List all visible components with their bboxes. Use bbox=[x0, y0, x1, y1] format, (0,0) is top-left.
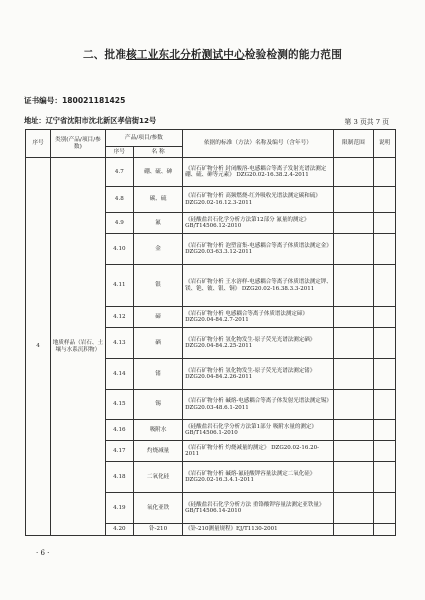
address-value: 辽宁省沈阳市沈北新区孝信街12号 bbox=[45, 116, 157, 125]
item-standard: 《岩石矿物分析 碱熔-电感耦合等离子体发射光谱法测定锡》 DZG20.03-48.6.1-2011 bbox=[183, 390, 334, 420]
item-note bbox=[374, 462, 396, 493]
header-limit: 限制范围 bbox=[333, 130, 373, 158]
item-note bbox=[374, 441, 396, 462]
item-seq: 4.18 bbox=[105, 462, 133, 493]
item-limit bbox=[333, 420, 373, 441]
item-limit bbox=[333, 328, 373, 359]
item-name: 二氧化硅 bbox=[134, 462, 183, 493]
item-standard: 《岩石矿物分析 氢化物发生-原子荧光光谱法测定硒》 DZG20.04-84.2.25-2011 bbox=[183, 328, 334, 359]
item-note bbox=[374, 420, 396, 441]
item-seq: 4.13 bbox=[105, 328, 133, 359]
item-note bbox=[374, 265, 396, 307]
item-limit bbox=[333, 213, 373, 234]
item-name: 锡 bbox=[134, 390, 183, 420]
table-row bbox=[26, 158, 396, 187]
certificate-number bbox=[24, 95, 125, 106]
item-note bbox=[374, 493, 396, 524]
item-note bbox=[374, 328, 396, 359]
address bbox=[24, 116, 156, 126]
item-seq: 4.16 bbox=[105, 420, 133, 441]
capability-table bbox=[25, 129, 396, 536]
item-seq: 4.9 bbox=[105, 213, 133, 234]
item-name: 碲 bbox=[134, 307, 183, 328]
item-standard: 《岩石矿物分析 泡塑富集-电感耦合等离子体质谱法测定金》 DZG20.03-63.3.12-2011 bbox=[183, 234, 334, 265]
item-limit bbox=[333, 493, 373, 524]
table-body bbox=[26, 158, 396, 536]
item-seq: 4.15 bbox=[105, 390, 133, 420]
item-limit bbox=[333, 359, 373, 390]
item-seq: 4.14 bbox=[105, 359, 133, 390]
item-note bbox=[374, 187, 396, 213]
item-standard: 《硅酸盐岩石化学分析方法 重铬酸钾容量法测定亚铁量》 GB/T14506.14-2010 bbox=[183, 493, 334, 524]
item-standard: 《硅酸盐岩石化学分析方法第1部分 吸附水量的测定》 GB/T14506.1-2010 bbox=[183, 420, 334, 441]
cert-label: 证书编号： bbox=[24, 96, 62, 105]
page-number: · 6 · bbox=[36, 549, 50, 557]
item-standard: 《岩石矿物分析 碱熔-氟硅酸钾容量法测定二氧化硅》 DZG20.02-16.3.4.1-2011 bbox=[183, 462, 334, 493]
cert-value: 180021181425 bbox=[61, 96, 126, 105]
item-name: 碳、硫 bbox=[134, 187, 183, 213]
item-standard: 《岩石矿物分析 氢化物发生-原子荧光光谱法测定锗》 DZG20.04-84.2.26-2011 bbox=[183, 359, 334, 390]
item-name: 灼烧减量 bbox=[134, 441, 183, 462]
item-name: 硒 bbox=[134, 328, 183, 359]
item-standard: 《岩石矿物分析 高频燃烧-红外吸收光谱法测定碳和硫》 DZG20.02-16.12.3-2011 bbox=[183, 187, 334, 213]
item-name: 钋-210 bbox=[134, 524, 183, 536]
item-seq: 4.11 bbox=[105, 265, 133, 307]
item-standard: 《硅酸盐岩石化学分析方法第12部分 氟量的测定》 GB/T14506.12-2010 bbox=[183, 213, 334, 234]
item-standard: 《钋-210测量规程》EJ/T1130-2001 bbox=[183, 524, 334, 536]
page-title bbox=[0, 47, 425, 62]
item-seq: 4.7 bbox=[105, 158, 133, 187]
item-standard: 《岩石矿物分析 封闭酸溶-电感耦合等离子发射光谱法测定硼、硫、砷等元素》 DZG20.02-16.38.2.4-2011 bbox=[183, 158, 334, 187]
item-standard: 《岩石矿物分析 灼烧减量的测定》 DZG20.02-16.20-2011 bbox=[183, 441, 334, 462]
item-seq: 4.17 bbox=[105, 441, 133, 462]
title-prefix: 二、批准 bbox=[82, 49, 127, 61]
header-seq: 序号 bbox=[26, 130, 51, 158]
item-seq: 4.8 bbox=[105, 187, 133, 213]
item-limit bbox=[333, 265, 373, 307]
item-name: 锗 bbox=[134, 359, 183, 390]
item-standard: 《岩石矿物分析 王水溶样-电感耦合等离子体质谱法测定钾、镁、铯、铍、银、铜》 DZG20.02-16.38.3.3-2011 bbox=[183, 265, 334, 307]
group-seq: 4 bbox=[26, 158, 51, 536]
item-limit bbox=[333, 524, 373, 536]
item-limit bbox=[333, 187, 373, 213]
item-limit bbox=[333, 462, 373, 493]
header-category: 类别(产品/项目/参数) bbox=[51, 130, 106, 158]
item-note bbox=[374, 234, 396, 265]
item-name: 氧化亚铁 bbox=[134, 493, 183, 524]
header-item-seq: 序号 bbox=[105, 147, 133, 158]
item-limit bbox=[333, 307, 373, 328]
item-name: 氟 bbox=[134, 213, 183, 234]
item-standard: 《岩石矿物分析 电感耦合等离子体质谱法测定碲》 DZG20.04-84.2.7-2011 bbox=[183, 307, 334, 328]
item-note bbox=[374, 213, 396, 234]
item-name: 银 bbox=[134, 265, 183, 307]
item-seq: 4.10 bbox=[105, 234, 133, 265]
header-product-group: 产品/项目/参数 bbox=[105, 130, 182, 147]
page-info: 第 3 页共 7 页 bbox=[344, 118, 389, 126]
item-name: 吸附水 bbox=[134, 420, 183, 441]
title-suffix: 检验检测的能力范围 bbox=[244, 49, 343, 61]
address-label: 地址： bbox=[24, 116, 46, 125]
header-note: 说明 bbox=[374, 130, 396, 158]
item-note bbox=[374, 524, 396, 536]
item-seq: 4.19 bbox=[105, 493, 133, 524]
item-note bbox=[374, 307, 396, 328]
header-item-name: 名 称 bbox=[134, 147, 183, 158]
item-note bbox=[374, 158, 396, 187]
header-standard: 依据的标准（方法）名称及编号（含年号） bbox=[183, 130, 334, 158]
item-note bbox=[374, 359, 396, 390]
item-seq: 4.12 bbox=[105, 307, 133, 328]
title-org-name: 核工业东北分析测试中心 bbox=[126, 49, 245, 61]
item-limit bbox=[333, 390, 373, 420]
item-limit bbox=[333, 441, 373, 462]
item-name: 金 bbox=[134, 234, 183, 265]
item-note bbox=[374, 390, 396, 420]
item-seq: 4.20 bbox=[105, 524, 133, 536]
item-name: 硼、硫、砷 bbox=[134, 158, 183, 187]
group-category: 地质样品（岩石、土壤与水系沉积物） bbox=[51, 158, 106, 536]
item-limit bbox=[333, 158, 373, 187]
item-limit bbox=[333, 234, 373, 265]
